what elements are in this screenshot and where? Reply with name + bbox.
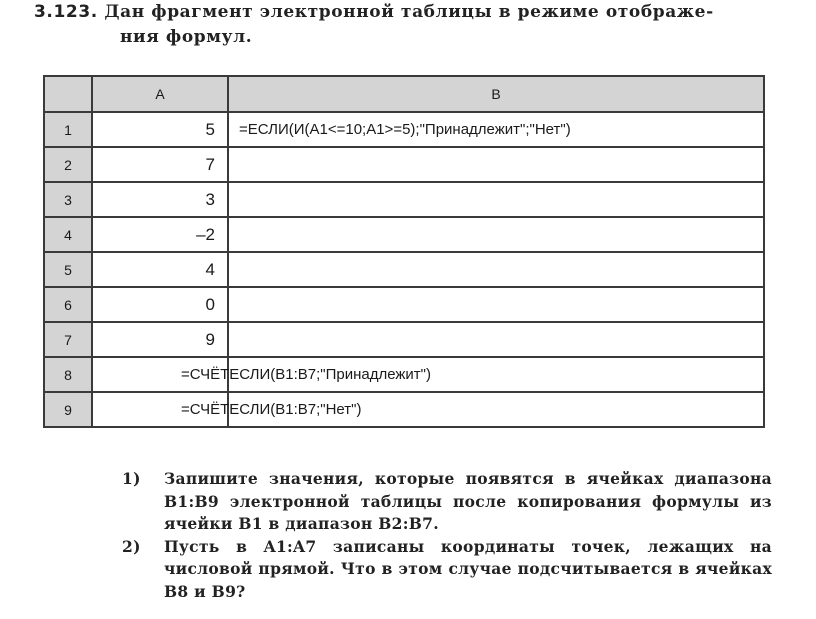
row-header: 4 — [44, 217, 92, 252]
spreadsheet-fragment — [43, 75, 765, 428]
question-number: 2) — [122, 536, 141, 556]
problem-number: 3.123. — [34, 2, 98, 22]
table-row — [44, 287, 764, 322]
questions-list — [122, 468, 772, 603]
table-row — [44, 147, 764, 182]
row-header: 7 — [44, 322, 92, 357]
cell-b — [228, 322, 764, 357]
cell-a: 9 — [92, 322, 228, 357]
row-header: 6 — [44, 287, 92, 322]
cell-b — [228, 182, 764, 217]
problem-title-line2: ния формул. — [120, 27, 253, 47]
row-header: 1 — [44, 112, 92, 147]
table-row — [44, 357, 764, 392]
table-row — [44, 252, 764, 287]
question-item — [122, 468, 772, 536]
row-header: 3 — [44, 182, 92, 217]
cell-a: –2 — [92, 217, 228, 252]
cell-b — [228, 217, 764, 252]
cell-a: 0 — [92, 287, 228, 322]
formula-text: =СЧЁТЕСЛИ(B1:B7;"Принадлежит") — [181, 366, 431, 383]
table-row — [44, 392, 764, 427]
formula-cell-b — [181, 357, 764, 392]
row-header: 5 — [44, 252, 92, 287]
problem-title-line1: Дан фрагмент электронной таблицы в режиме отображе- — [104, 2, 714, 22]
cell-b: =ЕСЛИ(И(A1<=10;A1>=5);"Принадлежит";"Нет") — [228, 112, 764, 147]
table-row — [44, 182, 764, 217]
formula-text: =СЧЁТЕСЛИ(B1:B7;"Нет") — [181, 401, 362, 418]
cell-a: 3 — [92, 182, 228, 217]
row-header: 9 — [44, 392, 92, 427]
cell-b — [228, 147, 764, 182]
formula-cell-b — [181, 392, 764, 427]
question-number: 1) — [122, 469, 141, 488]
corner-cell — [44, 76, 92, 112]
row-header: 8 — [44, 357, 92, 392]
question-item — [122, 536, 772, 604]
table-row — [44, 322, 764, 357]
column-header-b: B — [228, 76, 764, 112]
cell-a: 4 — [92, 252, 228, 287]
table-row — [44, 112, 764, 147]
row-header: 2 — [44, 147, 92, 182]
problem-title — [34, 0, 804, 50]
cell-a: 5 — [92, 112, 228, 147]
cell-b — [228, 287, 764, 322]
sheet-body — [44, 112, 764, 427]
question-text: Пусть в A1:A7 записаны координаты точек, лежащих на числовой прямой. Что в этом случае подсчитывается в ячейках B8 и B9? — [164, 536, 772, 601]
cell-a: 7 — [92, 147, 228, 182]
cell-b — [228, 252, 764, 287]
column-header-a: A — [92, 76, 228, 112]
table-row — [44, 217, 764, 252]
question-text: Запишите значения, которые появятся в ячейках диапазона B1:B9 электронной таблицы после копирования формулы из ячейки B1 в диапазон B2:B7. — [164, 469, 772, 533]
